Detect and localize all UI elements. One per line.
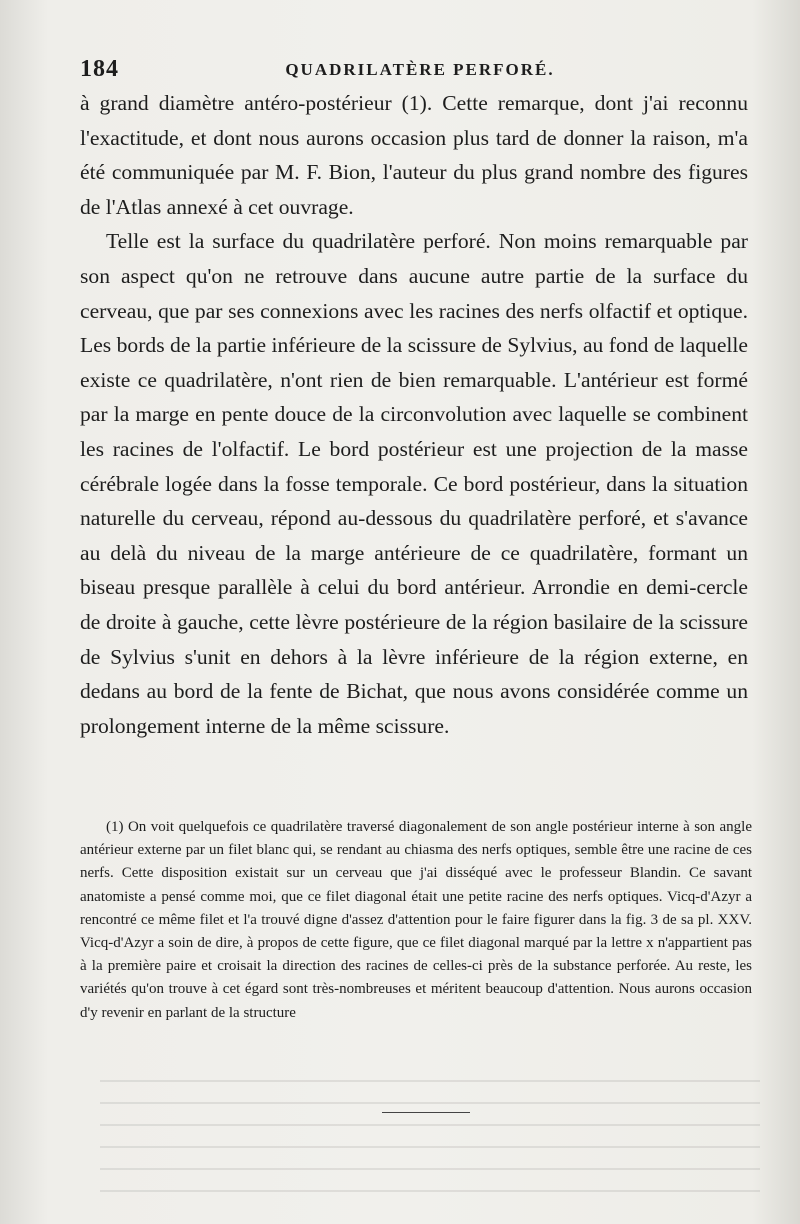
page-number: 184 xyxy=(80,56,119,82)
paragraph-1: à grand diamètre antéro-postérieur (1). Cette remarque, dont j'ai reconnu l'exactitude, et dont nous aurons occasion plus tard de donner la raison, m'a été communiquée par M. F. Bion, l'auteur du plus grand nombre des figures de l'Atlas annexé à cet ouvrage. xyxy=(80,91,748,219)
page-header xyxy=(80,56,760,86)
running-title: QUADRILATÈRE PERFORÉ. xyxy=(285,60,555,79)
show-through-texture xyxy=(100,1080,760,1200)
footnote: (1) On voit quelquefois ce quadrilatère traversé diagonalement de son angle postérieur interne à son angle antérieur externe par un filet blanc qui, se rendant au chiasma des nerfs optiques, semble être une racine de ces nerfs. Cette disposition existait sur un cerveau que j'ai disséqué avec le professeur Blandin. Ce savant anatomiste a pensé comme moi, que ce filet diagonal était une petite racine des nerfs optiques. Vicq-d'Azyr a rencontré ce même filet et l'a trouvé digne d'assez d'attention pour le faire figurer dans la fig. 3 de sa pl. XXV. Vicq-d'Azyr a soin de dire, à propos de cette figure, que ce filet diagonal marqué par la lettre x n'appartient pas à la première paire et croisait la direction des racines de celles-ci près de la substance perforée. Au reste, les variétés qu'on trouve à cet égard sont très-nombreuses et méritent beaucoup d'attention. Nous aurons occasion d'y revenir en parlant de la structure xyxy=(80,819,752,1021)
body-text xyxy=(80,86,748,743)
paragraph-2: Telle est la surface du quadrilatère perforé. Non moins remarquable par son aspect qu'on ne retrouve dans aucune autre partie de la surface du cerveau, que par ses connexions avec les racines des nerfs olfactif et optique. Les bords de la partie inférieure de la scissure de Sylvius, au fond de laquelle existe ce quadrilatère, n'ont rien de bien remarquable. L'antérieur est formé par la marge en pente douce de la circonvolution avec laquelle se combinent les racines de l'olfactif. Le bord postérieur est une projection de la masse cérébrale logée dans la fosse temporale. Ce bord postérieur, dans la situation naturelle du cerveau, répond au-dessous du quadrilatère perforé, et s'avance au delà du niveau de la marge antérieure de ce quadrilatère, formant un biseau presque parallèle à celui du bord antérieur. Arrondie en demi-cercle de droite à gauche, cette lèvre postérieure de la région basilaire de la scissure de Sylvius s'unit en dehors à la lèvre inférieure de la région externe, en dedans au bord de la fente de Bichat, que nous avons considérée comme un prolongement interne de la même scissure. xyxy=(80,229,748,738)
footnote-rule xyxy=(382,1112,470,1113)
